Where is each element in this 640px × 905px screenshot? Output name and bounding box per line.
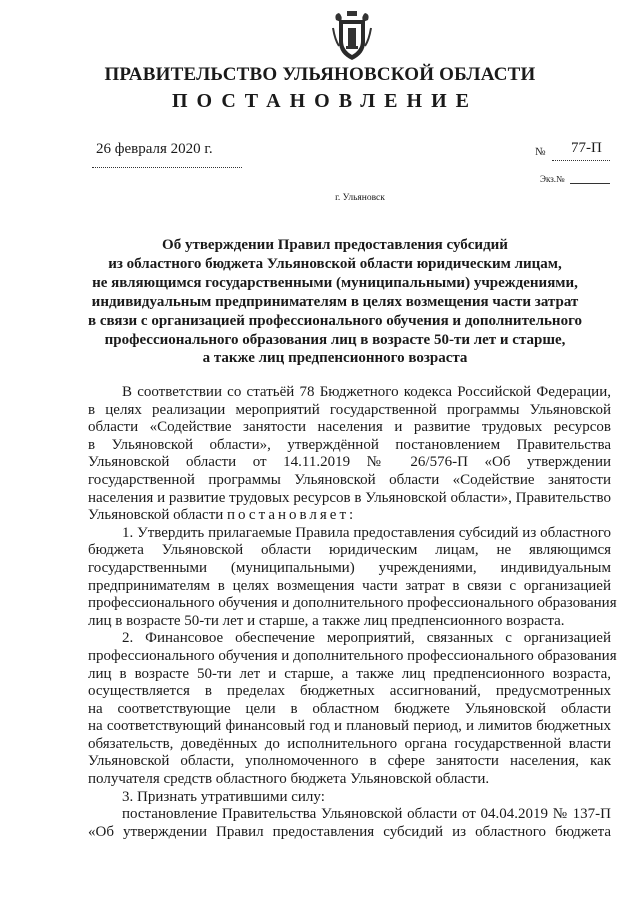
title-line: индивидуальным предпринимателям в целях возмещения части затрат (91, 293, 579, 310)
item-1-line: предпринимателям в целях возмещения части затрат в связи с организацией (88, 577, 611, 594)
body-line: области «Содействие занятости населения и развитие трудовых ресурсов (88, 419, 611, 436)
city: г. Ульяновск (335, 193, 385, 203)
body-line: в целях реализации мероприятий государственной программы Ульяновской (88, 401, 611, 418)
item-2-line: профессионального обучения и дополнительного профессионального образования (88, 647, 617, 664)
number-sign: № (535, 146, 546, 158)
item-2-line: 2. Финансовое обеспечение мероприятий, связанных с организацией (122, 630, 611, 647)
body-line (88, 507, 611, 525)
coat-of-arms-emblem (331, 10, 373, 62)
item-2-line: получателя средств областного бюджета Ульяновской области. (88, 771, 490, 788)
item-2-line: осуществляется в пределах бюджетных ассигнований, предусмотренных (88, 683, 611, 700)
item-2-line: на соответствующие цели в областном бюджете Ульяновской области (88, 700, 611, 717)
item-2-line: Ульяновской области, уполномоченного в сфере занятости населения, как (88, 753, 611, 770)
title-line: профессионального образования лиц в возрасте 50-ти лет и старше, (104, 331, 566, 348)
document-type: ПОСТАНОВЛЕНИЕ (172, 90, 478, 112)
title-line: из областного бюджета Ульяновской области юридическим лицам, (108, 255, 562, 272)
date-underline (92, 167, 242, 168)
number-underline (552, 160, 610, 161)
title-line: а также лиц предпенсионного возраста (202, 350, 468, 367)
item-3-line: «Об утверждении Правил предоставления субсидий из областного бюджета (88, 823, 611, 840)
document-date: 26 февраля 2020 г. (96, 141, 213, 157)
body-line: Ульяновской области от 14.11.2019 № 26/576-П «Об утверждении (88, 454, 611, 471)
body-line: государственной программы Ульяновской области «Содействие занятости (88, 471, 611, 488)
document-body (88, 384, 617, 841)
item-3-line: 3. Признать утратившими силу: (122, 788, 325, 805)
copy-number-label: Экз.№ (540, 174, 565, 184)
title-line: Об утверждении Правил предоставления субсидий (162, 237, 508, 253)
body-line: населения и развитие трудовых ресурсов в Ульяновской области», Правительство (88, 489, 611, 506)
item-1-line: лиц в возрасте 50-ти лет и старше, а также лиц предпенсионного возраста. (88, 612, 565, 629)
document-number: 77-П (571, 140, 602, 156)
item-2-line: лиц в возрасте 50-ти лет и старше, а также лиц предпенсионного возраста, (88, 665, 611, 682)
resolves-word: постановляет: (227, 507, 357, 524)
item-1-line: бюджета Ульяновской области юридическим лицам, не являющимся (88, 542, 611, 559)
item-2-line: на соответствующий финансовый год и плановый период, и лимитов бюджетных (88, 718, 611, 735)
body-line: в Ульяновской области», утверждённой постановлением Правительства (88, 436, 611, 453)
copy-number-underline (570, 183, 610, 184)
title-line: не являющимся государственными (муниципальными) учреждениями, (92, 274, 578, 291)
item-3-line: постановление Правительства Ульяновской области от 04.04.2019 № 137-П (122, 806, 611, 823)
body-line: В соответствии со статьёй 78 Бюджетного кодекса Российской Федерации, (122, 384, 611, 400)
item-1-line: государственными (муниципальными) учреждениями, индивидуальным (88, 559, 611, 576)
item-1-line: 1. Утвердить прилагаемые Правила предоставления субсидий из областного (122, 524, 611, 541)
item-1-line: профессионального обучения и дополнительного профессионального образования (88, 595, 617, 612)
government-name: ПРАВИТЕЛЬСТВО УЛЬЯНОВСКОЙ ОБЛАСТИ (104, 64, 536, 85)
item-2-line: обязательств, доведённых до исполнительного органа государственной власти (88, 735, 611, 752)
document-title (60, 236, 610, 368)
preamble-end: Ульяновской области (88, 507, 224, 524)
title-line: в связи с организацией профессионального обучения и дополнительного (87, 312, 583, 329)
